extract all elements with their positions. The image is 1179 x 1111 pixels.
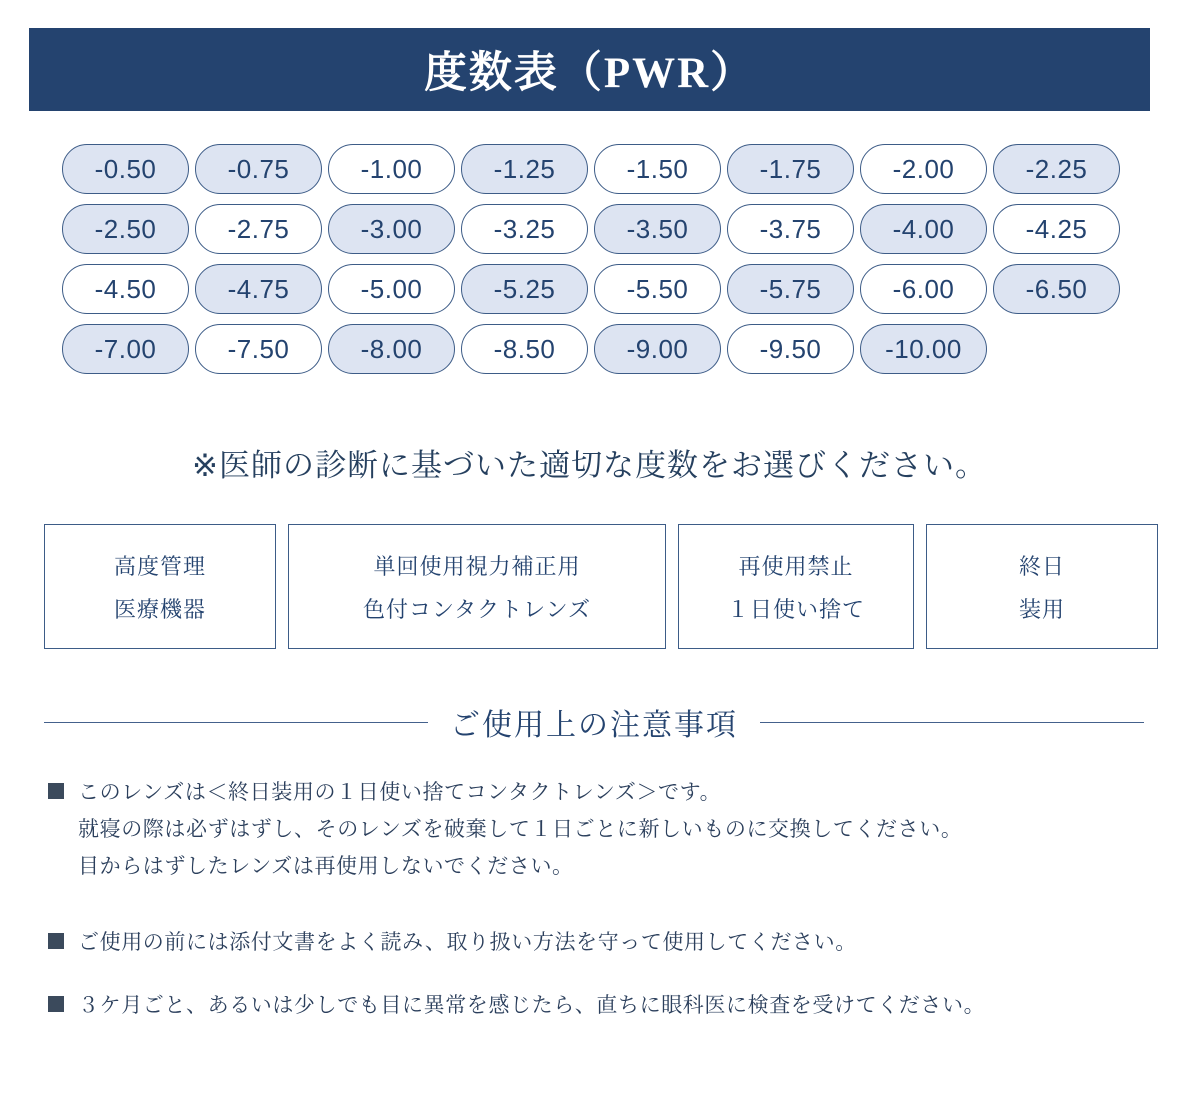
square-bullet-icon [48,996,64,1012]
spec-line-1: 単回使用視力補正用 [373,553,581,579]
power-chip[interactable]: -7.00 [62,324,189,374]
power-chip[interactable]: -3.25 [461,204,588,254]
power-chip[interactable]: -1.50 [594,144,721,194]
page-header-banner [29,28,1150,111]
power-chip[interactable]: -4.50 [62,264,189,314]
spec-line-2: 色付コンタクトレンズ [363,596,591,622]
divider-right [760,722,1144,723]
power-chip[interactable]: -1.00 [328,144,455,194]
spec-line-1: 高度管理 [113,553,206,579]
cautions-list [48,775,1138,1051]
power-chip[interactable]: -0.50 [62,144,189,194]
power-chip[interactable]: -5.25 [461,264,588,314]
caution-item [48,988,1138,1025]
divider-left [44,722,428,723]
caution-line: 就寝の際は必ずはずし、そのレンズを破棄して１日ごとに新しいものに交換してください。 [78,817,963,841]
power-row [62,144,1132,194]
spec-box-row [44,524,1158,649]
power-chip[interactable]: -1.25 [461,144,588,194]
power-chip[interactable]: -2.50 [62,204,189,254]
spec-box [288,524,666,649]
power-chip[interactable]: -8.00 [328,324,455,374]
power-chip[interactable]: -4.75 [195,264,322,314]
spec-line-2: 装用 [1018,596,1065,622]
power-chip[interactable]: -10.00 [860,324,987,374]
caution-item [48,925,1138,962]
power-row [62,204,1132,254]
power-chip[interactable]: -3.00 [328,204,455,254]
caution-line: ご使用の前には添付文書をよく読み、取り扱い方法を守って使用してください。 [78,931,857,955]
spec-box [44,524,276,649]
power-chip[interactable]: -2.75 [195,204,322,254]
power-chip[interactable]: -5.50 [594,264,721,314]
power-chip[interactable]: -4.25 [993,204,1120,254]
spec-line-1: 再使用禁止 [738,553,854,579]
power-chip[interactable]: -9.00 [594,324,721,374]
caution-line: このレンズは＜終日装用の１日使い捨てコンタクトレンズ＞です。 [78,781,722,804]
prescription-note: ※医師の診断に基づいた適切な度数をお選びください。 [192,448,987,483]
power-chip[interactable]: -6.50 [993,264,1120,314]
power-chip[interactable]: -0.75 [195,144,322,194]
power-chip[interactable]: -5.75 [727,264,854,314]
power-chip[interactable]: -3.50 [594,204,721,254]
caution-text [78,925,857,962]
cautions-section-header [44,700,1144,744]
caution-text [78,775,962,885]
power-value-grid [62,144,1132,384]
power-chip[interactable]: -7.50 [195,324,322,374]
caution-line: 目からはずしたレンズは再使用しないでください。 [78,854,574,878]
spec-line-2: 医療機器 [113,596,206,622]
spec-line-1: 終日 [1018,553,1065,579]
power-chip[interactable]: -2.00 [860,144,987,194]
spec-line-2: １日使い捨て [726,596,865,622]
page-title: 度数表（PWR） [423,50,756,97]
cautions-title: ご使用上の注意事項 [450,709,738,742]
power-chip[interactable]: -5.00 [328,264,455,314]
power-chip[interactable]: -4.00 [860,204,987,254]
power-chip[interactable]: -3.75 [727,204,854,254]
square-bullet-icon [48,933,64,949]
caution-line: ３ケ月ごと、あるいは少しでも目に異常を感じたら、直ちに眼科医に検査を受けてください。 [78,994,986,1017]
caution-item [48,775,1138,885]
power-chip[interactable]: -1.75 [727,144,854,194]
power-chip[interactable]: -8.50 [461,324,588,374]
square-bullet-icon [48,783,64,799]
caution-text [78,988,985,1025]
power-chip[interactable]: -9.50 [727,324,854,374]
power-chip[interactable]: -2.25 [993,144,1120,194]
spec-box [926,524,1158,649]
power-row [62,324,1132,374]
spec-box [678,524,914,649]
power-row [62,264,1132,314]
power-chip[interactable]: -6.00 [860,264,987,314]
